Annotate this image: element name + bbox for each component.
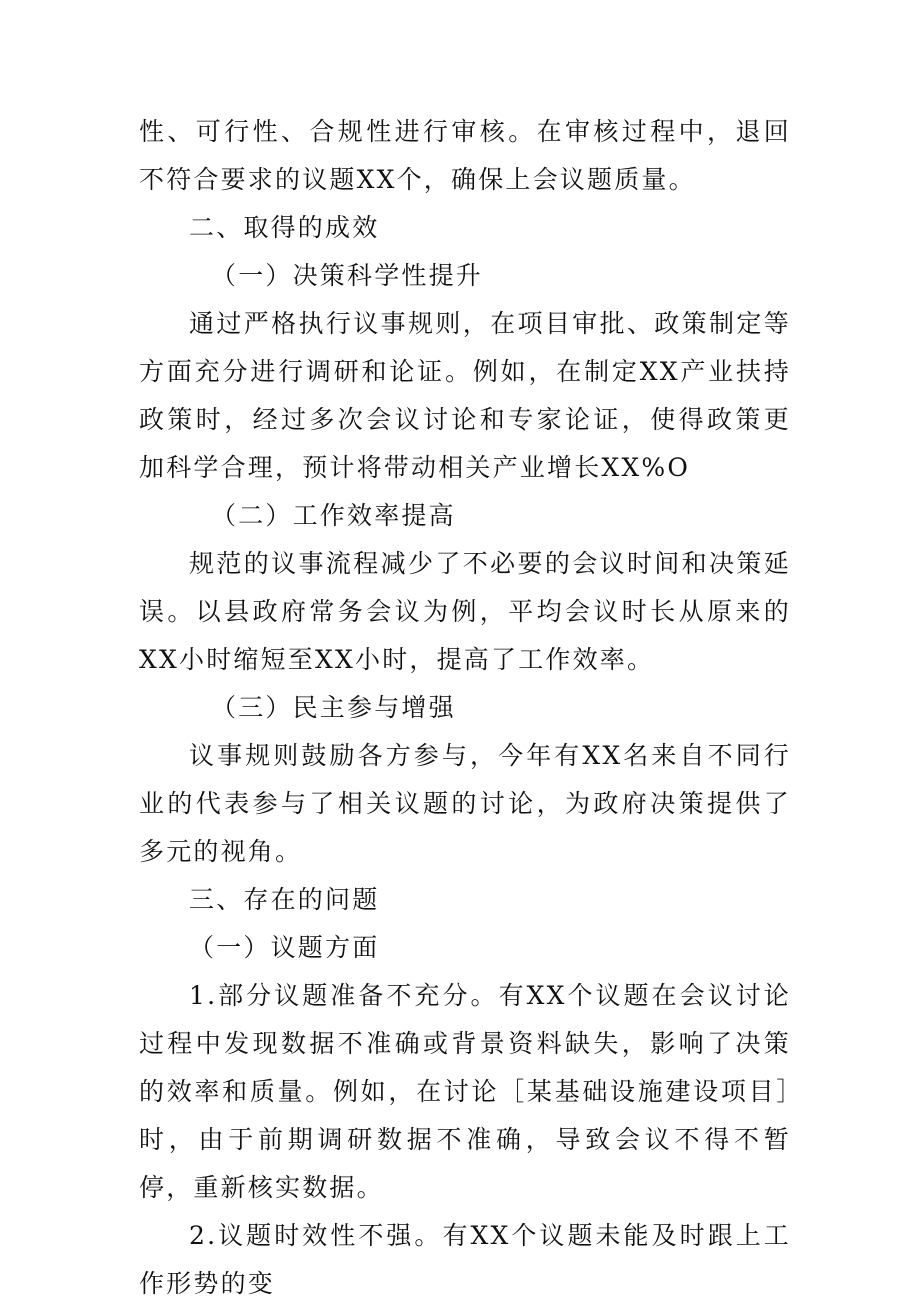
paragraph-problem-1: 1.部分议题准备不充分。有XX个议题在会议讨论过程中发现数据不准确或背景资料缺失，影响了决策的效率和质量。例如，在讨论［某基础设施建设项目］时，由于前期调研数据不准确，导致会议不得不暂停，重新核实数据。 xyxy=(139,981,791,1202)
paragraph-efficiency: 规范的议事流程减少了不必要的会议时间和决策延误。以县政府常务会议为例，平均会议时长从原来的XX小时缩短至XX小时，提高了工作效率。 xyxy=(139,549,791,674)
paragraph-decision-science: 通过严格执行议事规则，在项目审批、政策制定等方面充分进行调研和论证。例如，在制定XX产业扶持政策时，经过多次会议讨论和专家论证，使得政策更加科学合理，预计将带动相关产业增长XX%O xyxy=(139,309,791,482)
section-heading-achievements: 二、取得的成效 xyxy=(189,213,380,242)
paragraph-democratic-participation: 议事规则鼓励各方参与，今年有XX名来自不同行业的代表参与了相关议题的讨论，为政府决策提供了多元的视角。 xyxy=(139,741,791,866)
subheading-efficiency: （二）工作效率提高 xyxy=(211,501,456,530)
subheading-topics: （一）议题方面 xyxy=(189,933,380,962)
paragraph-problem-2: 2.议题时效性不强。有XX个议题未能及时跟上工作形势的变 xyxy=(139,1221,791,1298)
paragraph-continued: 性、可行性、合规性进行审核。在审核过程中，退回不符合要求的议题XX个，确保上会议题质量。 xyxy=(139,117,791,194)
section-heading-problems: 三、存在的问题 xyxy=(189,885,380,914)
document-body xyxy=(139,108,791,1308)
subheading-decision-science: （一）决策科学性提升 xyxy=(211,261,484,290)
subheading-democratic-participation: （三）民主参与增强 xyxy=(211,693,456,722)
